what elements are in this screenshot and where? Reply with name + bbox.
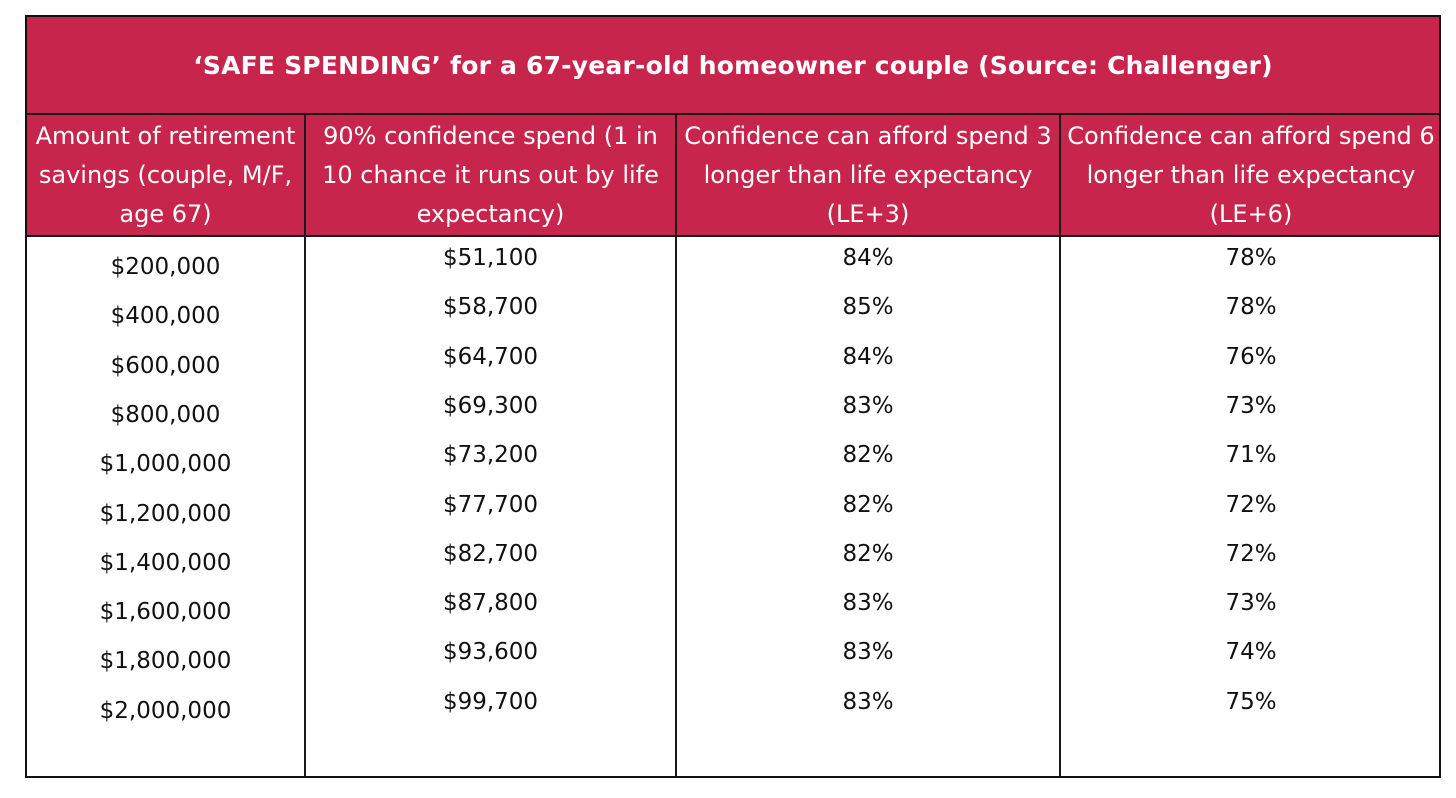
cell-le6: 76%: [1225, 343, 1277, 370]
cell-savings: $800,000: [110, 401, 221, 428]
header-spend: 90% confidence spend (1 in 10 chance it runs out by life expectancy): [322, 121, 659, 228]
cell-savings: $2,000,000: [99, 697, 232, 724]
cell-le3: 82%: [842, 442, 894, 469]
cell-le3: 84%: [842, 343, 894, 370]
cell-le6: 75%: [1225, 688, 1277, 715]
cell-le6: 78%: [1225, 294, 1277, 321]
cell-spend: $99,700: [442, 688, 539, 715]
cell-le3: 82%: [842, 491, 894, 518]
cell-le3: 83%: [842, 392, 894, 419]
cell-le3: 85%: [842, 294, 894, 321]
cell-le3: 82%: [842, 540, 894, 567]
cell-savings: $1,200,000: [99, 500, 232, 527]
cell-spend: $73,200: [442, 442, 539, 469]
cell-savings: $400,000: [110, 303, 221, 330]
header-le6: Confidence can afford spend 6 longer than life expectancy (LE+6): [1067, 121, 1435, 228]
cell-spend: $58,700: [442, 294, 539, 321]
cell-spend: $51,100: [442, 245, 539, 271]
cell-savings: $1,400,000: [99, 549, 232, 576]
cell-savings: $1,600,000: [99, 599, 232, 626]
header-le3: Confidence can afford spend 3 longer than life expectancy (LE+3): [684, 121, 1052, 228]
cell-savings: $1,800,000: [99, 648, 232, 675]
table-title: ‘SAFE SPENDING’ for a 67-year-old homeowner couple (Source: Challenger): [27, 17, 1439, 115]
cell-savings: $600,000: [110, 352, 221, 379]
cell-savings: $1,000,000: [99, 451, 232, 478]
cell-le6: 74%: [1225, 639, 1277, 666]
cell-spend: $87,800: [442, 590, 539, 617]
cell-le6: 78%: [1225, 245, 1277, 271]
safe-spending-table: [25, 15, 1441, 778]
cell-le3: 84%: [842, 245, 894, 271]
table-body: [27, 237, 1439, 776]
cell-le3: 83%: [842, 639, 894, 666]
cell-savings: $200,000: [110, 254, 221, 280]
cell-le6: 73%: [1225, 392, 1277, 419]
cell-spend: $82,700: [442, 540, 539, 567]
cell-spend: $93,600: [442, 639, 539, 666]
cell-spend: $77,700: [442, 491, 539, 518]
cell-spend: $69,300: [442, 392, 539, 419]
cell-le6: 73%: [1225, 590, 1277, 617]
cell-le3: 83%: [842, 590, 894, 617]
header-row: [27, 115, 1439, 237]
cell-spend: $64,700: [442, 343, 539, 370]
cell-le3: 83%: [842, 688, 894, 715]
cell-le6: 71%: [1225, 442, 1277, 469]
cell-le6: 72%: [1225, 491, 1277, 518]
header-savings: Amount of retirement savings (couple, M/F, age 67): [35, 121, 296, 228]
cell-le6: 72%: [1225, 540, 1277, 567]
